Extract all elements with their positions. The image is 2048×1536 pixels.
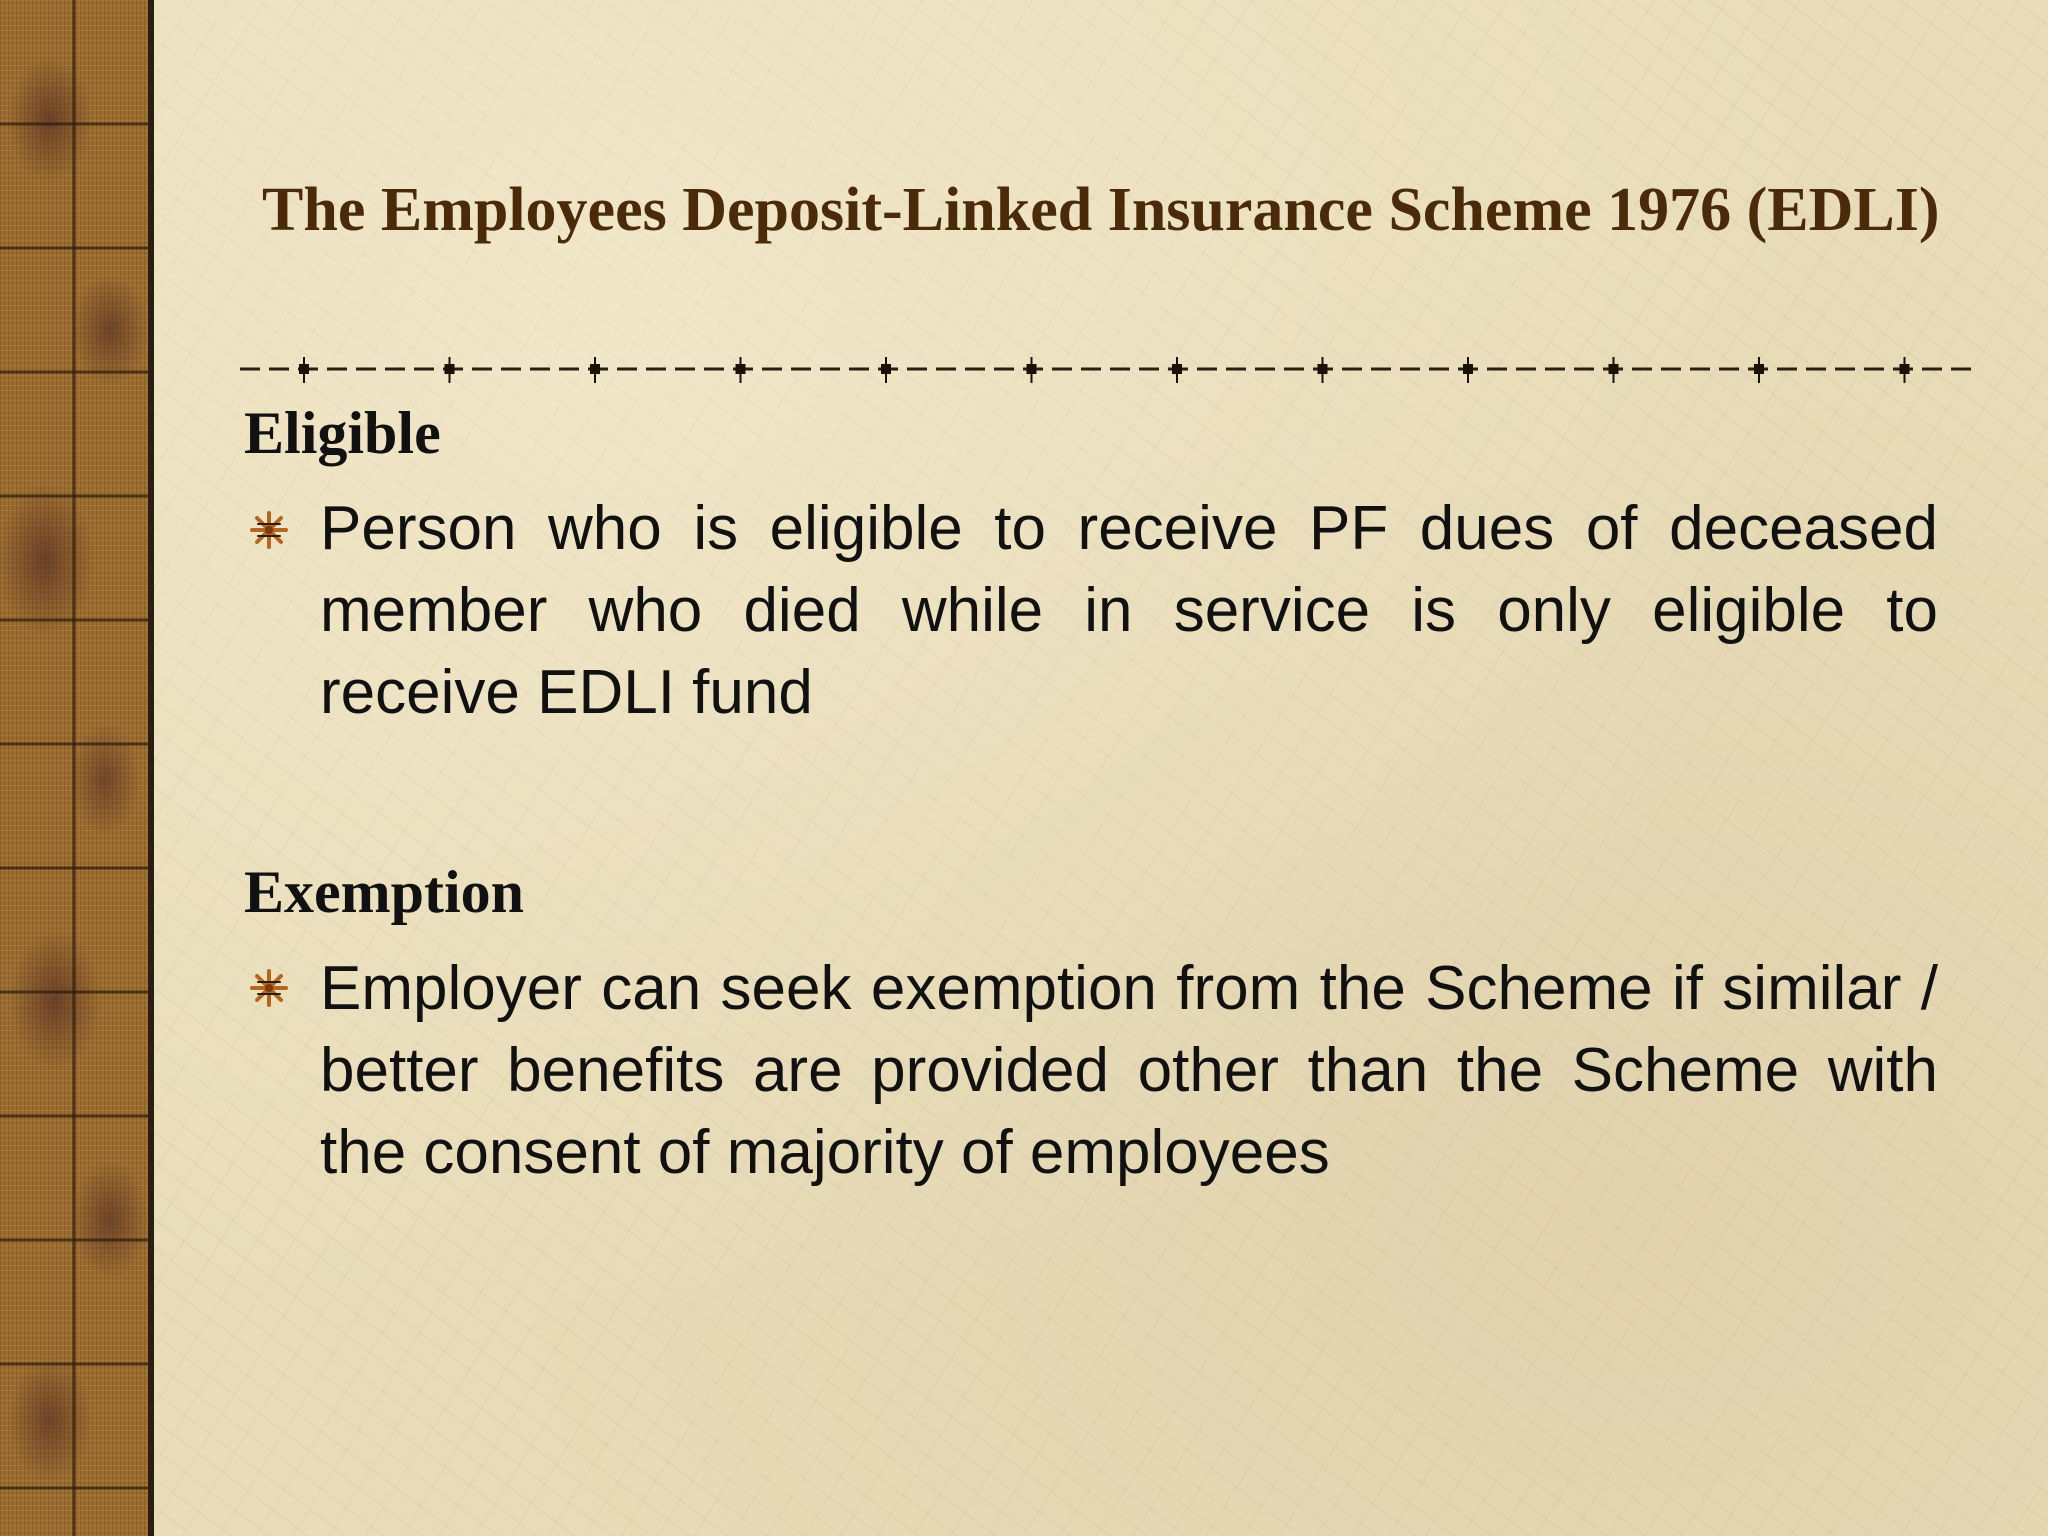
divider-dot-tick	[1467, 357, 1469, 383]
divider-dot-tick	[449, 357, 451, 383]
border-edge-line	[148, 0, 154, 1536]
dashed-dot-divider	[240, 355, 1980, 385]
section-heading-eligible: Eligible	[244, 400, 441, 466]
divider-dot-tick	[1176, 357, 1178, 383]
starburst-bullet-icon	[249, 510, 289, 550]
slide-title: The Employees Deposit-Linked Insurance Scheme 1976 (EDLI)	[262, 176, 1940, 244]
divider-dot-tick	[740, 357, 742, 383]
starburst-bullet-icon	[249, 968, 289, 1008]
divider-dot-tick	[1613, 357, 1615, 383]
border-grid-lines	[0, 0, 152, 1536]
divider-dot-tick	[303, 357, 305, 383]
divider-dot-tick	[885, 357, 887, 383]
bullet-text-exemption: Employer can seek exemption from the Scheme if similar / better benefits are provided other than the Scheme with the consent of majority of employees	[320, 954, 1938, 1187]
bullet-text-eligible: Person who is eligible to receive PF dues of deceased member who died while in service is only eligible to receive EDLI fund	[320, 494, 1938, 727]
divider-dot-tick	[1322, 357, 1324, 383]
divider-dot-tick	[1904, 357, 1906, 383]
divider-dot-tick	[1758, 357, 1760, 383]
divider-dot-tick	[594, 357, 596, 383]
divider-dot-tick	[1031, 357, 1033, 383]
section-heading-exemption: Exemption	[244, 859, 525, 925]
